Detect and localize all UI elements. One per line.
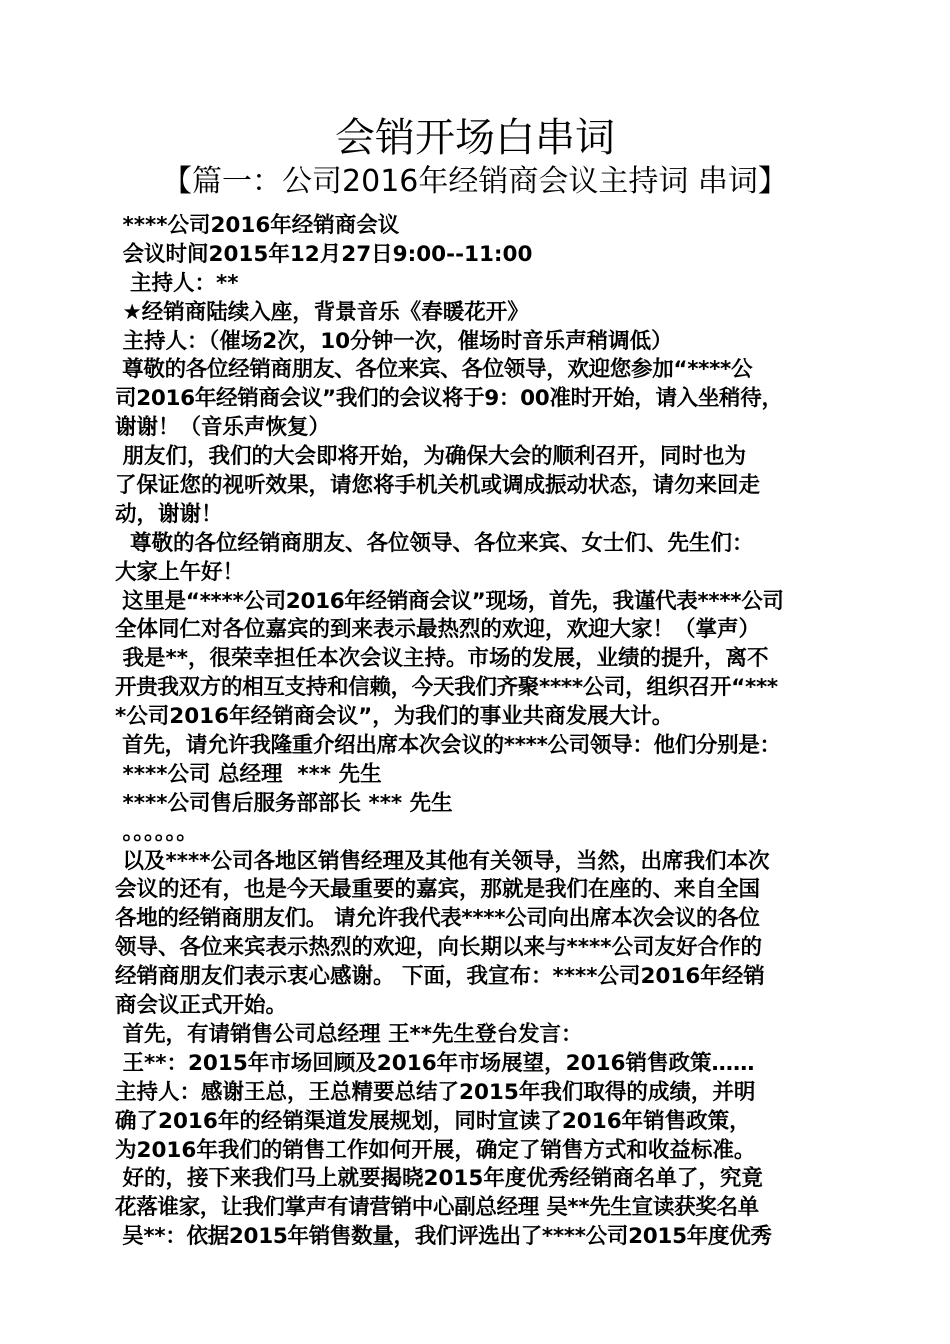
text-line: 经销商朋友们表示衷心感谢。 下面，我宣布：****公司2016年经销: [115, 964, 765, 990]
text-line: *公司2016年经销商会议”，为我们的事业共商发展大计。: [115, 704, 674, 730]
text-line: 开贵我双方的相互支持和信赖，今天我们齐聚****公司，组织召开“***: [115, 675, 778, 701]
text-line: 为2016年我们的销售工作如何开展，确定了销售方式和收益标准。: [115, 1137, 756, 1163]
text-line: 花落谁家，让我们掌声有请营销中心副总经理 吴**先生宣读获奖名单: [115, 1195, 759, 1221]
text-line: 会议的还有，也是今天最重要的嘉宾，那就是我们在座的、来自全国: [115, 877, 761, 903]
text-line: 王**：2015年市场回顾及2016年市场展望，2016销售政策……: [115, 1050, 755, 1076]
text-line: 首先，请允许我隆重介绍出席本次会议的****公司领导：他们分别是：: [115, 733, 781, 759]
document-subtitle: 【篇一：公司2016年经销商会议主持词 串词】: [162, 164, 788, 199]
text-line: 动，谢谢！: [115, 501, 223, 527]
text-line: 全体同仁对各位嘉宾的到来表示最热烈的欢迎，欢迎大家！（掌声）: [115, 617, 761, 643]
text-line: ****公司 总经理 *** 先生: [115, 761, 382, 787]
text-line: 确了2016年的经销渠道发展规划，同时宣读了2016年销售政策，: [115, 1108, 751, 1134]
text-line: 主持人：**: [115, 270, 239, 296]
text-line: ****公司售后服务部部长 *** 先生: [115, 790, 453, 816]
text-line: 谢谢！（音乐声恢复）: [115, 415, 331, 441]
text-line: 。。。。。。: [115, 819, 198, 845]
text-line: 尊敬的各位经销商朋友、各位来宾、各位领导，欢迎您参加“****公: [115, 357, 753, 383]
text-line: 司2016年经销商会议”我们的会议将于9：00准时开始，请入坐稍待，: [115, 386, 783, 412]
text-line: 这里是“****公司2016年经销商会议”现场，首先，我谨代表****公司: [115, 588, 784, 614]
text-line: 大家上午好！: [115, 559, 245, 585]
text-line: 商会议正式开始。: [115, 993, 288, 1019]
text-line: 首先，有请销售公司总经理 王**先生登台发言：: [115, 1021, 583, 1047]
text-line: 好的，接下来我们马上就要揭晓2015年度优秀经销商名单了，究竟: [115, 1166, 763, 1192]
text-line: 主持人：感谢王总，王总精要总结了2015年我们取得的成绩，并明: [115, 1079, 756, 1105]
document-title: 会销开场白串词: [335, 115, 615, 161]
text-line: ★经销商陆续入座，背景音乐《春暖花开》: [115, 299, 529, 325]
text-line: ****公司2016年经销商会议: [115, 213, 400, 238]
document-body: [115, 212, 845, 1252]
text-line: 吴**：依据2015年销售数量，我们评选出了****公司2015年度优秀: [115, 1224, 772, 1250]
text-line: 朋友们，我们的大会即将开始，为确保大会的顺利召开，同时也为: [115, 444, 746, 470]
text-line: 以及****公司各地区销售经理及其他有关领导，当然，出席我们本次: [115, 848, 770, 874]
text-line: 尊敬的各位经销商朋友、各位领导、各位来宾、女士们、先生们：: [115, 530, 754, 556]
text-line: 主持人：（催场2次，10分钟一次，催场时音乐声稍调低）: [115, 328, 673, 354]
text-line: 会议时间2015年12月27日9:00--11:00: [115, 241, 533, 267]
text-line: 我是**，很荣幸担任本次会议主持。市场的发展，业绩的提升，离不: [115, 646, 769, 672]
text-line: 了保证您的视听效果，请您将手机关机或调成振动状态，请勿来回走: [115, 473, 761, 499]
text-line: 各地的经销商朋友们。 请允许我代表****公司向出席本次会议的各位: [115, 906, 760, 932]
text-line: 领导、各位来宾表示热烈的欢迎，向长期以来与****公司友好合作的: [115, 935, 762, 961]
